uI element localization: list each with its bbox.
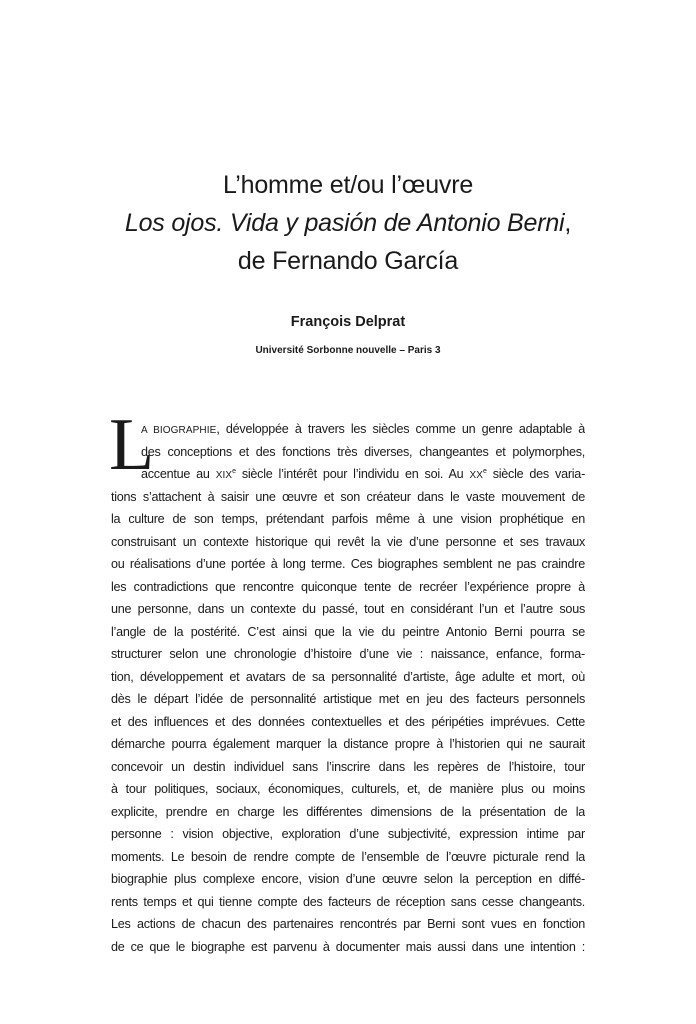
text-line: et des influences et des données contextuelles et des péripéties imprévues. Cette (111, 714, 585, 729)
text-line: structurer selon une chronologie d’histoire d’une vie : naissance, enfance, forma- (111, 647, 585, 661)
text-line: A BIOGRAPHIE, développée à travers les siècles comme un genre adaptable à (141, 422, 585, 436)
text-line: tion, développement et avatars de sa personnalité d’artiste, âge adulte et mort, où (111, 669, 585, 684)
drop-cap: L (109, 404, 155, 486)
text-line: explicite, prendre en charge les différentes dimensions de la présentation de la (111, 804, 585, 819)
text-line: tions s’attachent à saisir une œuvre et son créateur dans le vaste mouvement de (111, 489, 585, 504)
text-line: la culture de son temps, prétendant parfois même à une vision prophétique en (111, 512, 585, 526)
author-name: François Delprat (290, 314, 406, 330)
text-line: rents temps et qui tienne compte des facteurs de réception sans cesse changeants. (111, 894, 585, 909)
text-line: construisant un contexte historique qui revêt la vie d’une personne et ses travaux (111, 534, 585, 549)
title-line-2: Los ojos. Vida y pasión de Antonio Berni, (124, 209, 572, 237)
text-line: biographie plus complexe encore, vision d’une œuvre selon la perception en diffé- (111, 872, 585, 886)
article-title (0, 166, 696, 280)
title-line-1: L’homme et/ou l’œuvre (222, 171, 474, 199)
text-line: Les actions de chacun des partenaires rencontrés par Berni sont vues en fonction (111, 917, 585, 931)
text-line: des conceptions et des fonctions très diverses, changeantes et polymorphes, (141, 444, 585, 459)
book-title: Los ojos. Vida y pasión de Antonio Berni (124, 209, 565, 237)
text-line: concevoir un destin individuel sans l’inscrire dans les repères de l’histoire, tour (111, 759, 585, 774)
text-line: dès le départ l’idée de personnalité artistique met en jeu des facteurs personnels (111, 692, 585, 706)
text-line: moments. Le besoin de rendre compte de l’ensemble de l’œuvre picturale rend la (111, 849, 585, 864)
author-affiliation: Université Sorbonne nouvelle – Paris 3 (255, 345, 441, 356)
text-line: de ce que le biographe est parvenu à documenter mais aussi dans une intention : (111, 939, 585, 954)
text-line: personne : vision objective, exploration d’une subjectivité, expression intime par (111, 827, 585, 841)
title-line-3: de Fernando García (237, 247, 459, 275)
text-line: à tour politiques, sociaux, économiques, culturels, et, de manière plus ou moins (111, 782, 585, 796)
text-line: ou réalisations d’une portée à long terme. Ces biographes semblent ne pas craindre (111, 557, 585, 571)
text-line: l’angle de la postérité. C’est ainsi que la vie du peintre Antonio Berni pourra se (111, 624, 585, 639)
text-line: accentue au XIXe siècle l’intérêt pour l’individu en soi. Au XXe siècle des varia- (141, 467, 585, 481)
text-line: les contradictions que rencontre quiconque tente de recréer l’expérience propre à (111, 579, 585, 594)
body-paragraph (109, 404, 585, 958)
text-line: une personne, dans un contexte du passé, tout en considérant l’un et l’autre sous (111, 602, 585, 616)
text-line: démarche pourra également marquer la distance propre à l’historien qui ne saurait (111, 737, 585, 751)
